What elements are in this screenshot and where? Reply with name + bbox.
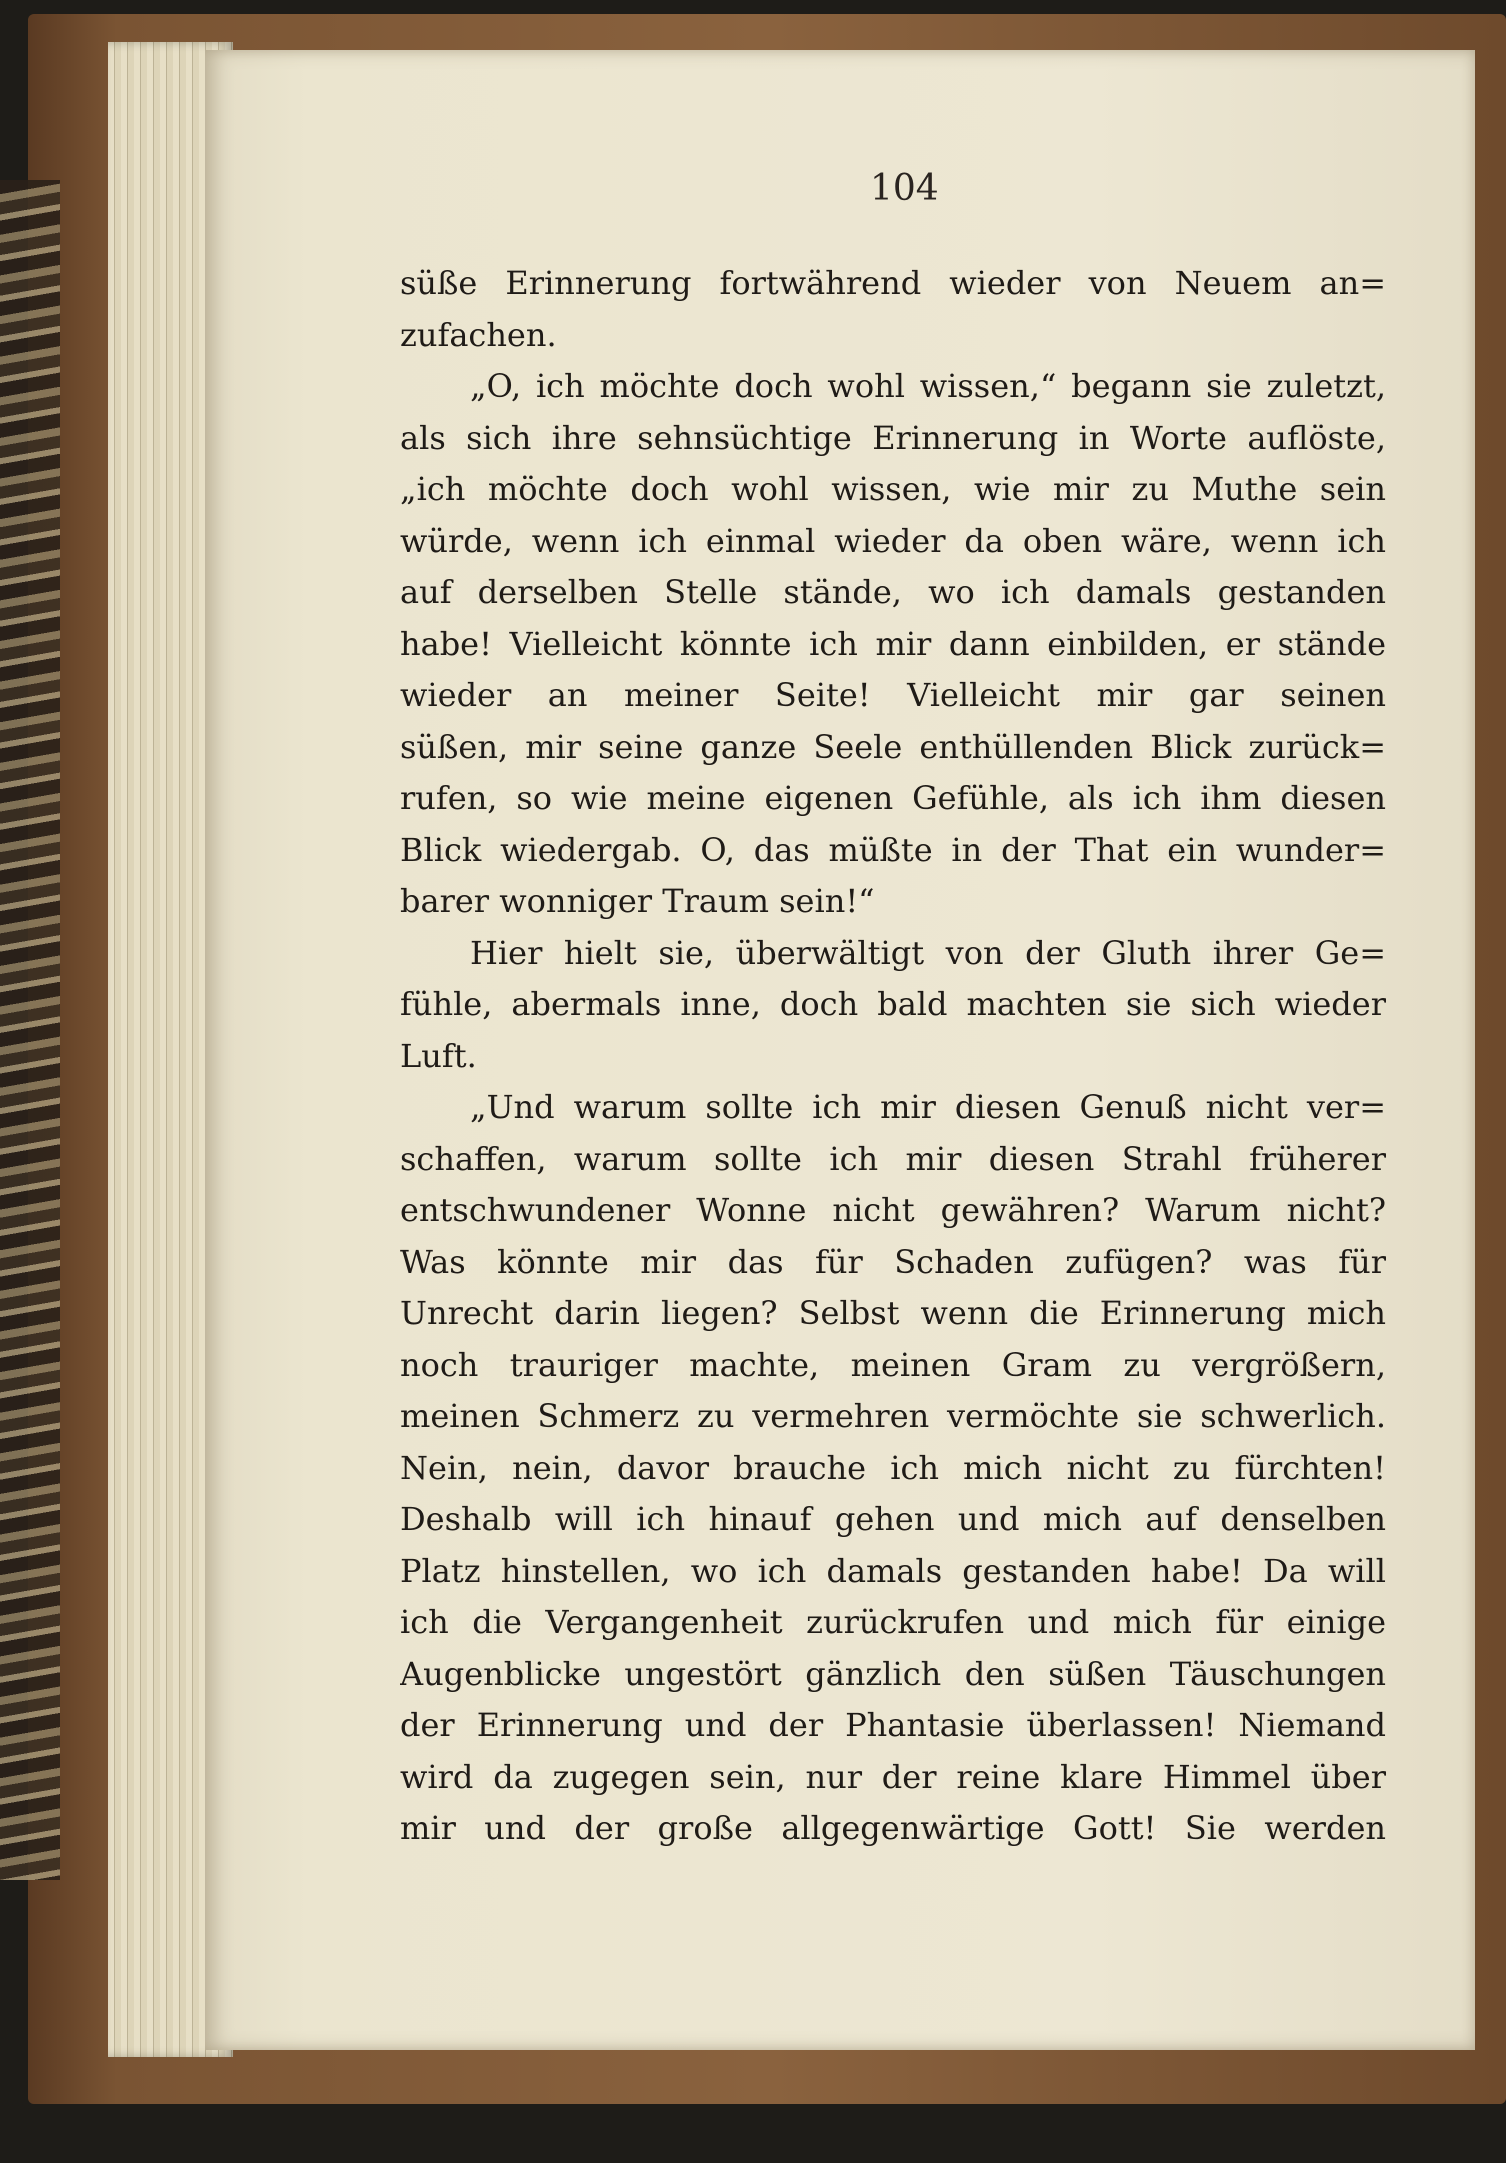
text-line: Blick wiedergab. O, das müßte in der That ein wunder=	[400, 830, 1386, 869]
text-line: noch trauriger machte, meinen Gram zu vergrößern,	[400, 1345, 1386, 1384]
text-line: Hier hielt sie, überwältigt von der Gluth ihrer Ge=	[470, 933, 1386, 972]
text-line: ich die Vergangenheit zurückrufen und mich für einige	[400, 1603, 1386, 1641]
text-line: „ich möchte doch wohl wissen, wie mir zu Muthe sein	[400, 470, 1386, 508]
text-line: fühle, abermals inne, doch bald machten sie sich wieder	[400, 985, 1386, 1023]
page-number: 104	[870, 168, 939, 209]
text-line: Unrecht darin liegen? Selbst wenn die Erinnerung mich	[400, 1294, 1386, 1332]
text-line: Nein, nein, davor brauche ich mich nicht zu fürchten!	[400, 1448, 1386, 1487]
text-line: meinen Schmerz zu vermehren vermöchte sie schwerlich.	[400, 1397, 1386, 1435]
text-line: würde, wenn ich einmal wieder da oben wäre, wenn ich	[400, 521, 1386, 560]
text-line: Platz hinstellen, wo ich damals gestanden habe! Da will	[400, 1551, 1386, 1590]
text-line: wieder an meiner Seite! Vielleicht mir gar seinen	[400, 676, 1386, 714]
text-line: Was könnte mir das für Schaden zufügen? was für	[400, 1242, 1386, 1281]
text-line: barer wonniger Traum sein!“	[400, 882, 875, 920]
text-line: der Erinnerung und der Phantasie überlassen! Niemand	[400, 1706, 1386, 1744]
text-line: „Und warum sollte ich mir diesen Genuß nicht ver=	[470, 1088, 1386, 1126]
text-line: auf derselben Stelle stände, wo ich damals gestanden	[400, 573, 1386, 611]
marbled-spine-edge	[0, 180, 60, 1880]
text-line: habe! Vielleicht könnte ich mir dann einbilden, er stände	[400, 624, 1386, 663]
page-text-block	[400, 258, 1386, 1855]
text-line: Deshalb will ich hinauf gehen und mich auf denselben	[400, 1500, 1386, 1538]
text-line: Augenblicke ungestört gänzlich den süßen Täuschungen	[400, 1654, 1386, 1693]
text-line: mir und der große allgegenwärtige Gott! Sie werden	[400, 1809, 1386, 1847]
text-line: zufachen.	[400, 315, 557, 354]
text-line: rufen, so wie meine eigenen Gefühle, als ich ihm diesen	[400, 779, 1386, 817]
text-line: schaffen, warum sollte ich mir diesen Strahl früherer	[400, 1139, 1386, 1178]
text-line: wird da zugegen sein, nur der reine klare Himmel über	[400, 1757, 1386, 1796]
text-line: „O, ich möchte doch wohl wissen,“ begann sie zuletzt,	[470, 367, 1386, 405]
text-line: Luft.	[400, 1036, 477, 1075]
text-line: süße Erinnerung fortwährend wieder von Neuem an=	[400, 264, 1386, 302]
text-line: süßen, mir seine ganze Seele enthüllenden Blick zurück=	[400, 727, 1386, 766]
text-line: als sich ihre sehnsüchtige Erinnerung in Worte auflöste,	[400, 418, 1386, 457]
text-line: entschwundener Wonne nicht gewähren? Warum nicht?	[400, 1191, 1386, 1229]
